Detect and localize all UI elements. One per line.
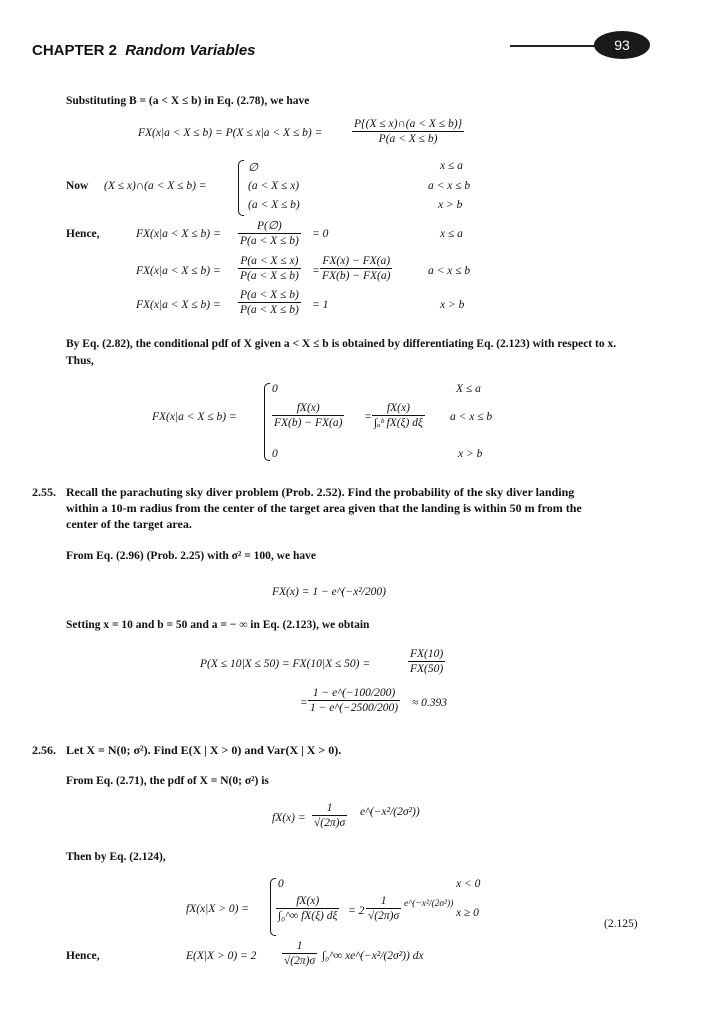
pdf-eq-brace: [264, 383, 270, 461]
eq1-fraction: [352, 118, 464, 145]
hence1-line2-frac2: [320, 255, 392, 282]
problem-255-number: 2.55.: [32, 485, 56, 499]
now-cond-3: x > b: [438, 199, 463, 211]
problem-256-case2-frac: [276, 895, 339, 922]
chapter-heading: [32, 42, 256, 59]
hence1-line3-cond: x > b: [440, 299, 465, 311]
pdf-eq-cond1: X ≤ a: [456, 383, 481, 395]
problem-255-eq-P2-rhs: ≈ 0.393: [412, 697, 448, 709]
pdf-eq-case2-frac2: [372, 402, 425, 429]
hence1-line2-den: P(a < X ≤ b): [240, 270, 299, 282]
now-case-1: ∅: [248, 162, 259, 174]
problem-256-number: 2.56.: [32, 743, 56, 757]
hence1-line1-num: P(∅): [257, 220, 282, 232]
now-brace: [238, 160, 244, 216]
pdf-eq-case2-den: FX(b) − FX(a): [274, 417, 343, 429]
hence1-line2-cond: a < x ≤ b: [428, 265, 471, 277]
problem-256-exp-lhs: E(X|X > 0) = 2: [186, 950, 257, 962]
now-case-2: (a < X ≤ x): [248, 180, 300, 192]
intro-text: Substituting B = (a < X ≤ b) in Eq. (2.78), we have: [66, 95, 310, 107]
problem-255-text-line3: center of the target area.: [66, 517, 192, 531]
hence1-line2-den2: FX(b) − FX(a): [322, 270, 391, 282]
hence1-line3-num: P(a < X ≤ b): [240, 289, 299, 301]
problem-255-eq-P2-eq: =: [300, 697, 308, 709]
now-case-3: (a < X ≤ b): [248, 199, 300, 211]
hence1-line1-frac: [238, 218, 301, 247]
problem-256-pdf-lhs: fX(x) =: [272, 812, 306, 824]
pdf-eq-case3: 0: [272, 448, 278, 460]
hence1-line2-num: P(a < X ≤ x): [240, 255, 299, 267]
problem-256-case2-exp: e^(−x²/(2σ²)): [404, 899, 454, 909]
problem-255-sol1: From Eq. (2.96) (Prob. 2.25) with σ² = 100, we have: [66, 550, 316, 562]
problem-256-case1-cond: x < 0: [456, 878, 481, 890]
now-lhs: (X ≤ x)∩(a < X ≤ b) =: [104, 180, 207, 192]
header-rule: [510, 45, 600, 47]
hence1-line3-lhs: FX(x|a < X ≤ b) =: [136, 299, 221, 311]
problem-256-pdf-frac: [312, 802, 347, 829]
hence1-line2-eq: =: [312, 265, 320, 277]
problem-256-text: Let X = N(0; σ²). Find E(X | X > 0) and Var(X | X > 0).: [66, 743, 342, 757]
pdf-eq-case2-num: fX(x): [296, 402, 320, 414]
hence1-line2-num2: FX(x) − FX(a): [322, 255, 391, 267]
pdf-eq-cond3: x > b: [458, 448, 483, 460]
problem-256-case1: 0: [278, 878, 284, 890]
page-number: 93: [594, 31, 650, 59]
problem-256-pdf-den: √(2π)σ: [314, 817, 346, 829]
problem-256-exp-den: √(2π)σ: [284, 955, 316, 967]
problem-255-eq-P2-num: 1 − e^(−100/200): [312, 687, 396, 699]
pdf-eq-case2-den2: ∫ₐᵇ fX(ξ) dξ: [374, 417, 423, 429]
eq1-num: P{(X ≤ x)∩(a < X ≤ b)}: [354, 118, 463, 130]
problem-255-text-line1: Recall the parachuting sky diver problem (Prob. 2.52). Find the probability of the sky diver landing: [66, 485, 575, 499]
problem-256-case2-mid: = 2: [348, 905, 365, 917]
problem-255-eq-P-den: FX(50): [410, 663, 444, 675]
pdf-text-line1: By Eq. (2.82), the conditional pdf of X given a < X ≤ b is obtained by differentiating Eq. (2.123) with respect to x.: [66, 338, 617, 350]
hence1-line1-rhs: = 0: [312, 228, 329, 240]
problem-256-pdf-num: 1: [326, 802, 333, 814]
problem-256-pdf-exp: e^(−x²/(2σ²)): [360, 806, 420, 818]
pdf-text-line2: Thus,: [66, 355, 94, 367]
pdf-eq-case2-frac: [272, 402, 344, 429]
hence1-line1-cond: x ≤ a: [440, 228, 463, 240]
pdf-eq-case2-eq: =: [364, 411, 372, 423]
now-cond-2: a < x ≤ b: [428, 180, 471, 192]
problem-255-eq-P-num: FX(10): [410, 648, 444, 660]
now-cond-1: x ≤ a: [440, 160, 463, 172]
problem-256-sol1: From Eq. (2.71), the pdf of X = N(0; σ²) is: [66, 775, 269, 787]
hence1-line2-frac: [238, 255, 301, 282]
chapter-title: Random Variables: [125, 42, 256, 59]
problem-255-eq-P-frac: [408, 648, 445, 675]
hence1-line1-lhs: FX(x|a < X ≤ b) =: [136, 228, 221, 240]
eq1-lhs: FX(x|a < X ≤ b) = P(X ≤ x|a < X ≤ b) =: [138, 127, 323, 139]
problem-255-eq-P2-den: 1 − e^(−2500/200): [310, 702, 399, 714]
pdf-eq-lhs: FX(x|a < X ≤ b) =: [152, 411, 237, 423]
problem-256-exp-int: ∫₀^∞ xe^(−x²/(2σ²)) dx: [322, 950, 424, 962]
pdf-eq-case2-num2: fX(x): [386, 402, 410, 414]
now-label: Now: [66, 180, 89, 192]
hence1-line2-lhs: FX(x|a < X ≤ b) =: [136, 265, 221, 277]
problem-255-eq-P-lhs: P(X ≤ 10|X ≤ 50) = FX(10|X ≤ 50) =: [200, 658, 371, 670]
pdf-eq-cond2: a < x ≤ b: [450, 411, 493, 423]
hence1-line3-frac: [238, 289, 301, 316]
hence1-line1-den: P(a < X ≤ b): [240, 235, 299, 247]
problem-255-text-line2: within a 10-m radius from the center of the target area given that the landing is within 50 m from the: [66, 501, 582, 515]
problem-255-eq-P2-frac: [308, 687, 400, 714]
problem-256-case2-num2: 1: [380, 895, 387, 907]
hence1-line3-den: P(a < X ≤ b): [240, 304, 299, 316]
problem-256-case2-den: ∫₀^∞ fX(ξ) dξ: [278, 910, 338, 922]
pdf-eq-case1: 0: [272, 383, 278, 395]
problem-256-case2-frac2: [366, 895, 401, 922]
eq1-den: P(a < X ≤ b): [352, 131, 464, 145]
problem-256-exp-num: 1: [296, 940, 303, 952]
problem-256-case2-cond: x ≥ 0: [456, 907, 479, 919]
problem-256-case2-den2: √(2π)σ: [368, 910, 400, 922]
problem-256-case2-num: fX(x): [296, 895, 320, 907]
problem-256-cond-lhs: fX(x|X > 0) =: [186, 903, 250, 915]
hence1-label: Hence,: [66, 228, 100, 240]
chapter-label: CHAPTER 2: [32, 42, 118, 59]
problem-256-hence: Hence,: [66, 950, 100, 962]
problem-256-exp-frac: [282, 940, 317, 967]
problem-255-eq-F: FX(x) = 1 − e^(−x²/200): [272, 586, 386, 598]
problem-255-sol2: Setting x = 10 and b = 50 and a = − ∞ in Eq. (2.123), we obtain: [66, 619, 370, 631]
hence1-line3-rhs: = 1: [312, 299, 329, 311]
problem-256-eq-label: (2.125): [604, 918, 638, 930]
problem-256-sol2: Then by Eq. (2.124),: [66, 851, 166, 863]
